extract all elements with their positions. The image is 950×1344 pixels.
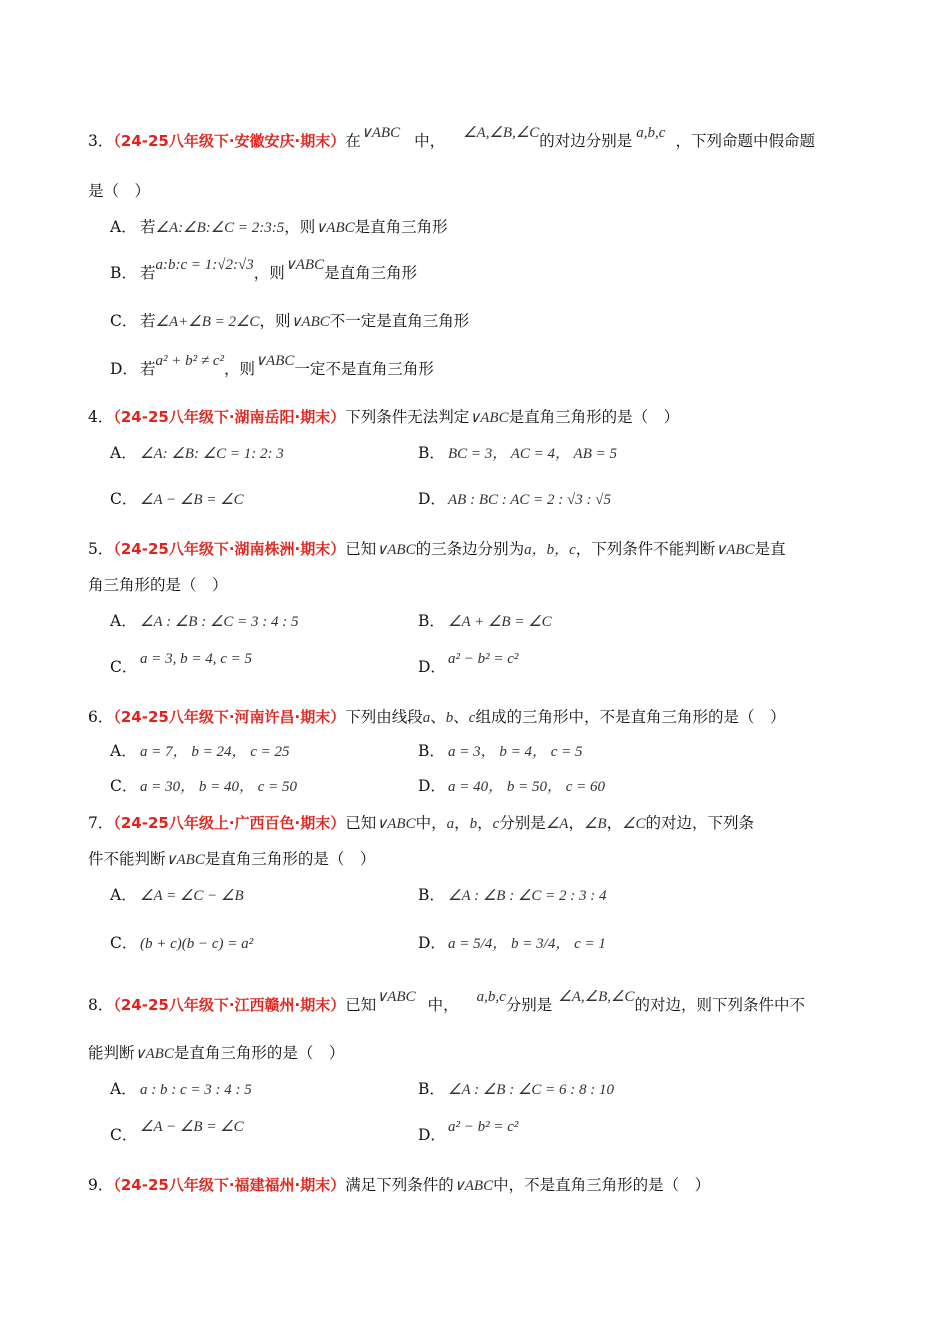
question-7-option-d[interactable]: D． a = 5/4， b = 3/4， c = 1 — [418, 934, 606, 952]
question-3-option-b[interactable]: B． 若a:b:c = 1:√2:√3，则∨ABC是直角三角形 — [110, 257, 418, 282]
question-8-option-a[interactable]: A． a : b : c = 3 : 4 : 5 — [110, 1080, 252, 1098]
question-6-option-d[interactable]: D． a = 40， b = 50， c = 60 — [418, 777, 606, 795]
question-3-stem: 3．（24-25八年级下·安徽安庆·期末）在∨ABC 中， ∠A,∠B,∠C的对边分别是 a,b,c ，下列命题中假命题 — [88, 125, 815, 150]
question-7-option-b[interactable]: B． ∠A : ∠B : ∠C = 2 : 3 : 4 — [418, 886, 607, 904]
question-6-option-b[interactable]: B． a = 3， b = 4， c = 5 — [418, 742, 583, 760]
question-8-stem-cont: 能判断∨ABC是直角三角形的是（ ） — [88, 1044, 345, 1062]
question-source: （24-25八年级下·湖南株洲·期末） — [113, 540, 346, 558]
question-source: （24-25八年级下·安徽安庆·期末） — [113, 132, 346, 150]
question-3-stem-cont: 是（ ） — [88, 182, 151, 200]
question-7-stem: 7．（24-25八年级上·广西百色·期末）已知∨ABC中，a，b，c分别是∠A，∠B，∠C的对边，下列条 — [88, 814, 755, 832]
question-source: （24-25八年级下·福建福州·期末） — [113, 1176, 346, 1194]
question-6-option-a[interactable]: A． a = 7， b = 24， c = 25 — [110, 742, 290, 760]
question-4-stem: 4．（24-25八年级下·湖南岳阳·期末）下列条件无法判定∨ABC是直角三角形的是（ ） — [88, 408, 680, 426]
question-source: （24-25八年级下·湖南岳阳·期末） — [113, 408, 346, 426]
question-8-option-b[interactable]: B． ∠A : ∠B : ∠C = 6 : 8 : 10 — [418, 1080, 615, 1098]
question-source: （24-25八年级下·河南许昌·期末） — [113, 708, 346, 726]
question-3-option-c[interactable]: C． 若∠A+∠B = 2∠C，则∨ABC不一定是直角三角形 — [110, 312, 470, 330]
question-8-option-d[interactable]: D． a² − b² = c² — [418, 1119, 519, 1144]
question-source: （24-25八年级下·江西赣州·期末） — [113, 996, 346, 1014]
question-3-option-d[interactable]: D． 若a² + b² ≠ c²，则∨ABC一定不是直角三角形 — [110, 353, 434, 378]
question-7-option-c[interactable]: C． (b + c)(b − c) = a² — [110, 934, 254, 952]
question-4-option-a[interactable]: A． ∠A: ∠B: ∠C = 1: 2: 3 — [110, 444, 284, 462]
question-6-option-c[interactable]: C． a = 30， b = 40， c = 50 — [110, 777, 298, 795]
question-source: （24-25八年级上·广西百色·期末） — [113, 814, 346, 832]
question-5-option-b[interactable]: B． ∠A + ∠B = ∠C — [418, 612, 552, 630]
question-5-stem-cont: 角三角形的是（ ） — [88, 576, 228, 594]
question-9-stem: 9．（24-25八年级下·福建福州·期末）满足下列条件的∨ABC中，不是直角三角形的是（ ） — [88, 1176, 711, 1194]
question-4-option-c[interactable]: C． ∠A − ∠B = ∠C — [110, 490, 244, 508]
question-3-option-a[interactable]: A． 若∠A:∠B:∠C = 2:3:5，则∨ABC是直角三角形 — [110, 218, 448, 236]
question-5-option-d[interactable]: D． a² − b² = c² — [418, 651, 519, 676]
question-5-stem: 5．（24-25八年级下·湖南株洲·期末）已知∨ABC的三条边分别为a，b，c，下列条件不能判断∨ABC是直 — [88, 540, 786, 558]
question-4-option-b[interactable]: B． BC = 3， AC = 4， AB = 5 — [418, 444, 617, 462]
question-5-option-a[interactable]: A． ∠A : ∠B : ∠C = 3 : 4 : 5 — [110, 612, 299, 630]
question-7-stem-cont: 件不能判断∨ABC是直角三角形的是（ ） — [88, 850, 376, 868]
question-6-stem: 6．（24-25八年级下·河南许昌·期末）下列由线段a、b、c组成的三角形中，不是直角三角形的是（ ） — [88, 708, 786, 726]
question-8-option-c[interactable]: C． ∠A − ∠B = ∠C — [110, 1119, 244, 1144]
question-7-option-a[interactable]: A． ∠A = ∠C − ∠B — [110, 886, 244, 904]
question-8-stem: 8．（24-25八年级下·江西赣州·期末）已知∨ABC 中， a,b,c分别是 ∠A,∠B,∠C的对边，则下列条件中不 — [88, 989, 805, 1014]
question-4-option-d[interactable]: D． AB : BC : AC = 2 : √3 : √5 — [418, 490, 611, 508]
question-5-option-c[interactable]: C． a = 3, b = 4, c = 5 — [110, 651, 253, 676]
